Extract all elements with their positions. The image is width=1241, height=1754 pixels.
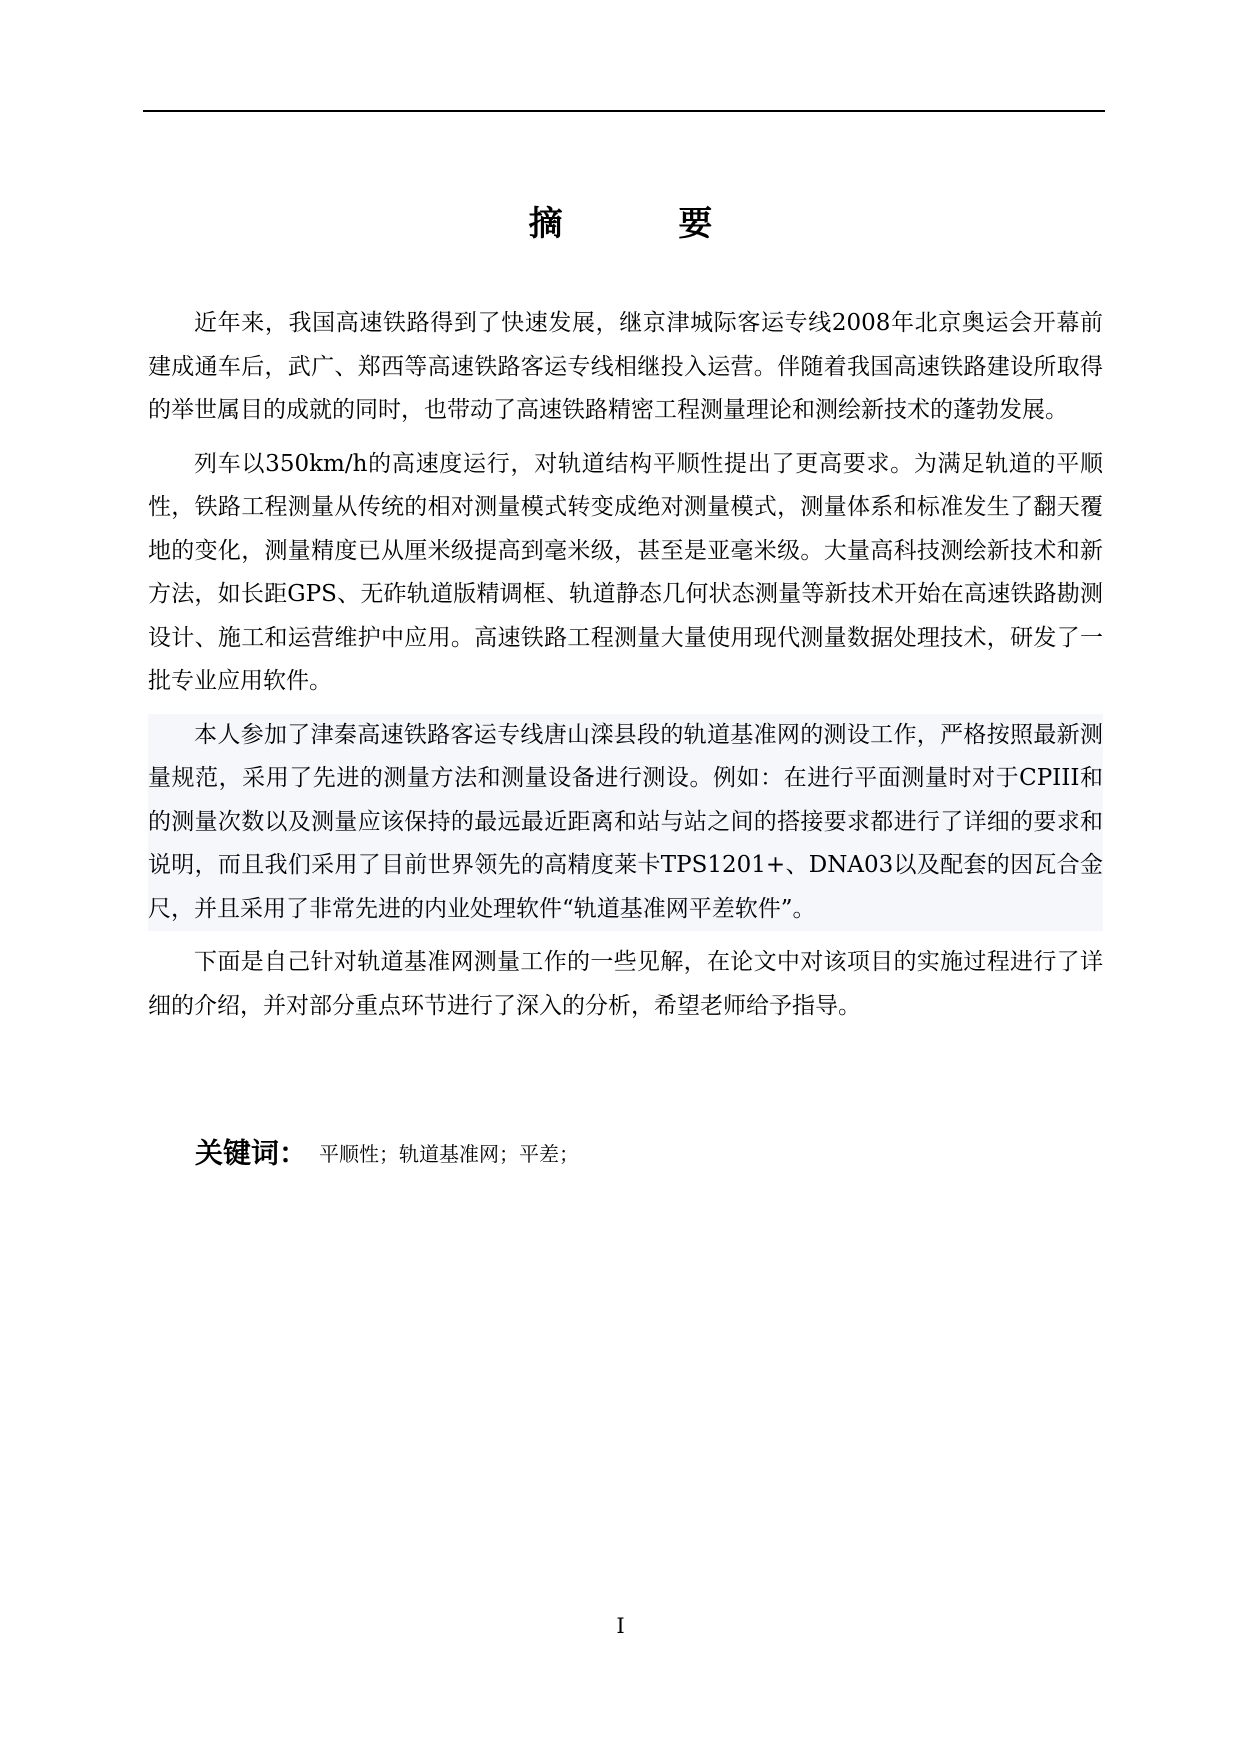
page-title: 摘 要 [528,204,765,244]
header-rule [143,110,1105,112]
abstract-paragraph-2: 列车以350km/h的高速度运行，对轨道结构平顺性提出了更高要求。为满足轨道的平顺性，铁路工程测量从传统的相对测量模式转变成绝对测量模式，测量体系和标准发生了翻天覆地的变化，测量精度已从厘米级提高到毫米级，甚至是亚毫米级。大量高科技测绘新技术和新方法，如长距GPS、无砟轨道版精调框、轨道静态几何状态测量等新技术开始在高速铁路勘测设计、施工和运营维护中应用。高速铁路工程测量大量使用现代测量数据处理技术，研发了一批专业应用软件。 [148,450,1103,694]
abstract-paragraph-1: 近年来，我国高速铁路得到了快速发展，继京津城际客运专线2008年北京奥运会开幕前建成通车后，武广、郑西等高速铁路客运专线相继投入运营。伴随着我国高速铁路建设所取得的举世属目的成就的同时，也带动了高速铁路精密工程测量理论和测绘新技术的蓬勃发展。 [148,310,1103,423]
abstract-paragraph-3: 本人参加了津秦高速铁路客运专线唐山滦县段的轨道基准网的测设工作，严格按照最新测量规范，采用了先进的测量方法和测量设备进行测设。例如：在进行平面测量时对于CPIII和的测量次数以及测量应该保持的最远最近距离和站与站之间的搭接要求都进行了详细的要求和说明，而且我们采用了目前世界领先的高精度莱卡TPS1201+、DNA03以及配套的因瓦合金尺，并且采用了非常先进的内业处理软件“轨道基准网平差软件”。 [148,714,1103,932]
page-number: I [616,1614,625,1638]
abstract-paragraph-4: 下面是自己针对轨道基准网测量工作的一些见解，在论文中对该项目的实施过程进行了详细的介绍，并对部分重点环节进行了深入的分析，希望老师给予指导。 [148,949,1103,1019]
keywords-values: 平顺性；轨道基准网；平差； [319,1141,580,1166]
keywords-line [195,1133,1095,1174]
abstract-body [148,302,1103,1038]
keywords-label: 关键词： [195,1136,308,1170]
